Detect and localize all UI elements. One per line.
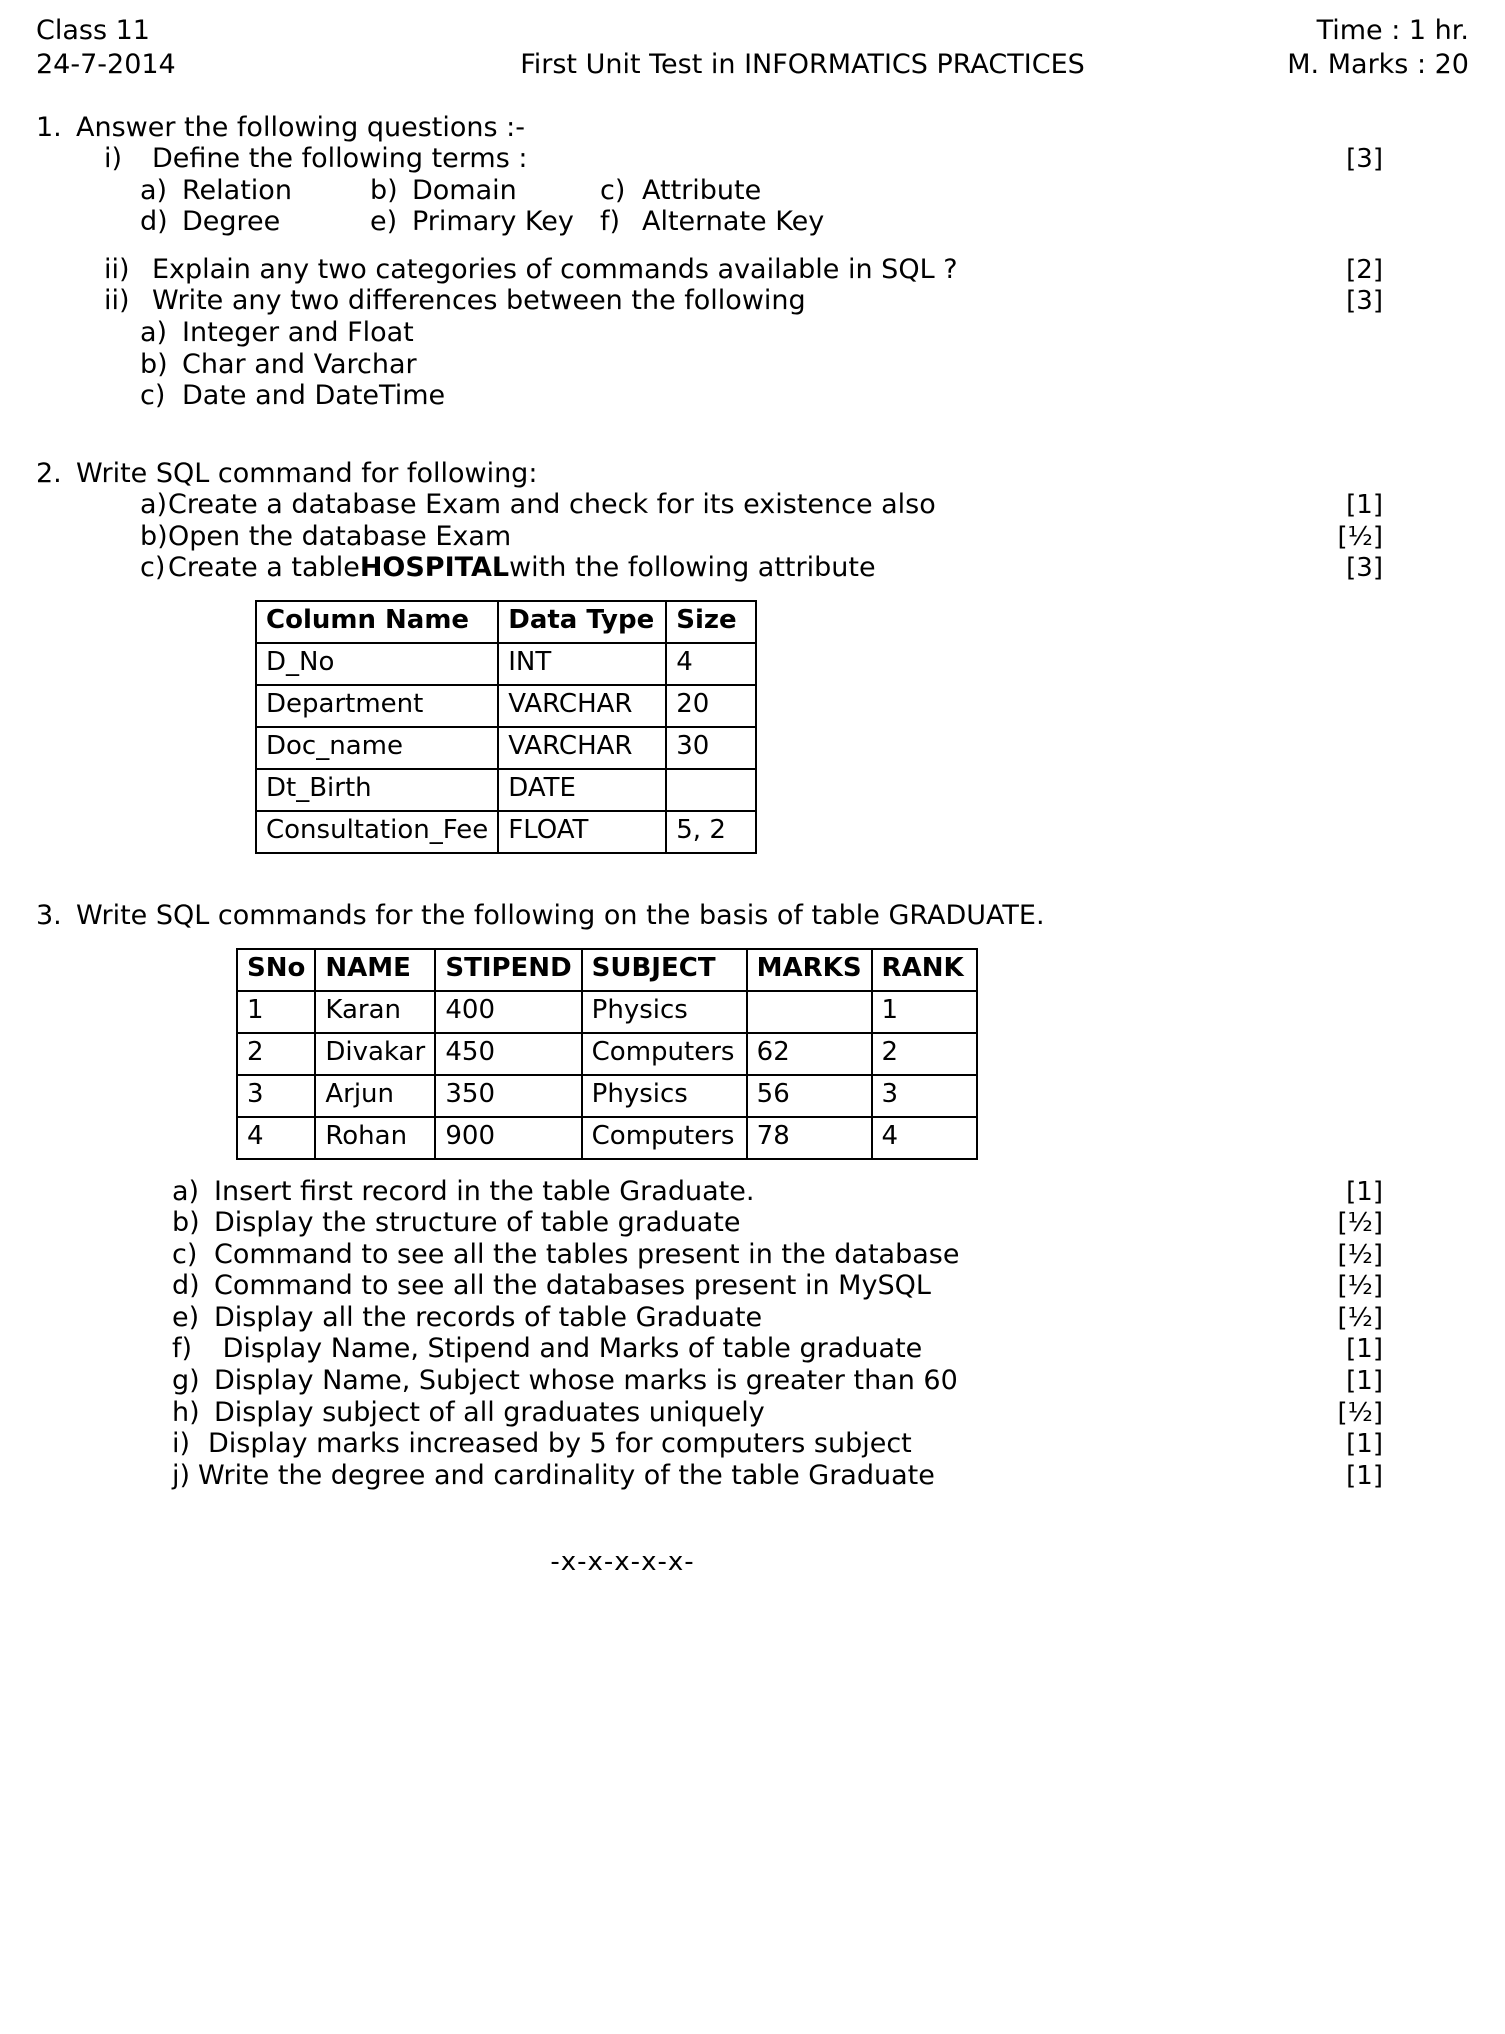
term-a-text: Relation	[182, 174, 292, 206]
table-row	[237, 991, 977, 1033]
q3-item-e-text: Display all the records of table Graduate	[214, 1301, 763, 1333]
term-f	[600, 206, 830, 238]
term-e-text: Primary Key	[412, 206, 574, 238]
hospital-cell-type: VARCHAR	[498, 727, 666, 769]
q3-item-e-letter: e)	[172, 1301, 200, 1333]
class-label: Class 11	[36, 15, 150, 46]
hospital-cell-size: 30	[666, 727, 756, 769]
hospital-cell-size: 4	[666, 643, 756, 685]
table-row	[256, 811, 756, 853]
q3-item-a-letter: a)	[172, 1175, 200, 1207]
q2-item-b-letter: b)	[140, 520, 168, 552]
hospital-cell-name: Doc_name	[256, 727, 498, 769]
question-1-stem-line	[36, 112, 1469, 144]
term-a	[140, 175, 370, 207]
q3-item-i	[36, 1428, 1469, 1460]
q3-item-h	[36, 1397, 1469, 1429]
graduate-cell-name: Arjun	[315, 1075, 435, 1117]
q3-item-a-marks: [1]	[1346, 1176, 1383, 1207]
graduate-cell-rank: 4	[872, 1117, 977, 1159]
hospital-col-header-size: Size	[666, 601, 756, 643]
graduate-cell-subject: Computers	[582, 1033, 747, 1075]
part-iii-item-a-text: Integer and Float	[182, 316, 414, 348]
q3-item-e-marks: [½]	[1337, 1302, 1383, 1333]
part-i-label: i)	[104, 143, 123, 175]
q3-item-f-marks: [1]	[1346, 1334, 1383, 1365]
term-f-text: Alternate Key	[642, 206, 825, 238]
terms-row-1	[36, 175, 1469, 207]
question-1-part-iii-line	[36, 285, 1469, 317]
q3-item-f	[36, 1333, 1469, 1365]
question-3-stem-line	[36, 900, 1469, 932]
question-1	[36, 112, 1469, 412]
question-1-number: 1.	[36, 111, 62, 143]
time-label: Time : 1 hr.	[1316, 15, 1469, 46]
hospital-table-header-row	[256, 601, 756, 643]
question-2-stem-line	[36, 458, 1469, 490]
question-2-item-c	[36, 552, 1469, 584]
table-row	[256, 685, 756, 727]
graduate-cell-rank: 2	[872, 1033, 977, 1075]
term-b-letter: b)	[370, 174, 398, 206]
q3-item-a-text: Insert first record in the table Graduate.	[214, 1175, 755, 1207]
term-f-letter: f)	[600, 206, 621, 238]
hospital-cell-type: VARCHAR	[498, 685, 666, 727]
q2-item-c-text-after: with the following attribute	[509, 552, 876, 584]
term-d	[140, 206, 370, 238]
question-3-items-list	[36, 1176, 1469, 1492]
graduate-cell-marks: 78	[747, 1117, 872, 1159]
graduate-cell-stipend: 350	[435, 1075, 581, 1117]
q3-item-g-text: Display Name, Subject whose marks is greater than 60	[214, 1365, 958, 1397]
q2-item-c-table-name: HOSPITAL	[359, 552, 510, 584]
hospital-cell-size: 5, 2	[666, 811, 756, 853]
graduate-cell-subject: Physics	[582, 1075, 747, 1117]
part-iii-item-b	[36, 349, 1469, 381]
graduate-cell-rank: 1	[872, 991, 977, 1033]
graduate-col-header-subject: SUBJECT	[582, 949, 747, 991]
q3-item-g-marks: [1]	[1346, 1366, 1383, 1397]
graduate-cell-stipend: 400	[435, 991, 581, 1033]
hospital-col-header-column-name: Column Name	[256, 601, 498, 643]
q3-item-g	[36, 1365, 1469, 1397]
graduate-cell-subject: Computers	[582, 1117, 747, 1159]
part-iii-marks: [3]	[1346, 286, 1383, 317]
part-iii-item-a-letter: a)	[140, 316, 168, 348]
q3-item-i-letter: i)	[172, 1428, 191, 1460]
q3-item-j-marks: [1]	[1346, 1460, 1383, 1491]
q3-item-d-letter: d)	[172, 1270, 200, 1302]
graduate-col-header-sno: SNo	[237, 949, 315, 991]
hospital-cell-name: D_No	[256, 643, 498, 685]
table-row	[256, 769, 756, 811]
hospital-cell-name: Department	[256, 685, 498, 727]
question-1-part-i-line	[36, 143, 1469, 175]
part-iii-item-b-letter: b)	[140, 348, 168, 380]
graduate-cell-name: Rohan	[315, 1117, 435, 1159]
terms-row-2	[36, 206, 1469, 238]
q3-item-i-text: Display marks increased by 5 for computers subject	[208, 1428, 912, 1460]
q3-item-d-marks: [½]	[1337, 1271, 1383, 1302]
graduate-cell-sno: 2	[237, 1033, 315, 1075]
graduate-table-header-row	[237, 949, 977, 991]
header-row-top	[36, 14, 1469, 48]
table-row	[237, 1033, 977, 1075]
graduate-cell-name: Divakar	[315, 1033, 435, 1075]
q3-item-g-letter: g)	[172, 1365, 200, 1397]
graduate-cell-stipend: 900	[435, 1117, 581, 1159]
question-2-number: 2.	[36, 457, 62, 489]
q3-item-h-text: Display subject of all graduates uniquely	[214, 1396, 765, 1428]
question-1-stem: Answer the following questions :-	[76, 111, 526, 143]
hospital-cell-name: Consultation_Fee	[256, 811, 498, 853]
end-of-paper-mark: -x-x-x-x-x-	[550, 1547, 695, 1578]
q3-item-c-letter: c)	[172, 1238, 198, 1270]
hospital-col-header-data-type: Data Type	[498, 601, 666, 643]
part-ii-label: ii)	[104, 253, 130, 285]
part-iii-text: Write any two differences between the following	[152, 285, 806, 317]
q3-item-d-text: Command to see all the databases present in MySQL	[214, 1270, 931, 1302]
question-3-stem: Write SQL commands for the following on the basis of table GRADUATE.	[76, 900, 1045, 932]
part-ii-text: Explain any two categories of commands available in SQL ?	[152, 253, 958, 285]
table-row	[256, 643, 756, 685]
graduate-cell-sno: 1	[237, 991, 315, 1033]
hospital-cell-size	[666, 769, 756, 811]
q3-item-b	[36, 1207, 1469, 1239]
q3-item-c-marks: [½]	[1337, 1239, 1383, 1270]
part-iii-item-c-text: Date and DateTime	[182, 380, 446, 412]
exam-date: 24-7-2014	[36, 48, 176, 80]
graduate-cell-marks: 56	[747, 1075, 872, 1117]
q2-item-b-marks: [½]	[1337, 521, 1383, 552]
q2-item-a-text: Create a database Exam and check for its existence also	[168, 489, 936, 521]
part-iii-item-c-letter: c)	[140, 380, 166, 412]
q2-item-b-text: Open the database Exam	[168, 520, 512, 552]
hospital-cell-type: DATE	[498, 769, 666, 811]
graduate-cell-sno: 3	[237, 1075, 315, 1117]
q3-item-f-letter: f)	[172, 1333, 193, 1365]
part-ii-marks: [2]	[1346, 254, 1383, 285]
q3-item-j	[36, 1460, 1469, 1492]
question-3	[36, 900, 1469, 1491]
graduate-cell-sno: 4	[237, 1117, 315, 1159]
question-2-stem: Write SQL command for following:	[76, 457, 538, 489]
q3-item-h-marks: [½]	[1337, 1397, 1383, 1428]
graduate-table-wrapper	[36, 948, 1469, 1160]
graduate-cell-subject: Physics	[582, 991, 747, 1033]
table-row	[237, 1117, 977, 1159]
q3-item-h-letter: h)	[172, 1396, 200, 1428]
graduate-col-header-stipend: STIPEND	[435, 949, 581, 991]
q2-item-a-letter: a)	[140, 489, 168, 521]
q2-item-a-marks: [1]	[1346, 490, 1383, 521]
table-row	[237, 1075, 977, 1117]
hospital-cell-size: 20	[666, 685, 756, 727]
term-e-letter: e)	[370, 206, 398, 238]
q2-item-c-text-before: Create a table	[168, 552, 360, 584]
part-iii-label: ii)	[104, 285, 130, 317]
term-e	[370, 206, 600, 238]
hospital-cell-type: INT	[498, 643, 666, 685]
term-b-text: Domain	[412, 174, 517, 206]
part-iii-item-b-text: Char and Varchar	[182, 348, 417, 380]
graduate-col-header-rank: RANK	[872, 949, 977, 991]
graduate-cell-marks: 62	[747, 1033, 872, 1075]
q3-item-a	[36, 1176, 1469, 1208]
q3-item-b-text: Display the structure of table graduate	[214, 1207, 741, 1239]
term-c-text: Attribute	[642, 174, 762, 206]
q3-item-c	[36, 1239, 1469, 1271]
table-row	[256, 727, 756, 769]
graduate-data-table	[236, 948, 978, 1160]
q3-item-j-text: Write the degree and cardinality of the table Graduate	[198, 1459, 935, 1491]
graduate-col-header-name: NAME	[315, 949, 435, 991]
question-3-number: 3.	[36, 900, 62, 932]
hospital-cell-type: FLOAT	[498, 811, 666, 853]
term-d-letter: d)	[140, 206, 168, 238]
term-d-text: Degree	[182, 206, 281, 238]
header-row-bottom	[36, 48, 1469, 82]
graduate-cell-rank: 3	[872, 1075, 977, 1117]
q3-item-i-marks: [1]	[1346, 1429, 1383, 1460]
part-i-text: Define the following terms :	[152, 143, 528, 175]
q3-item-f-text: Display Name, Stipend and Marks of table graduate	[214, 1333, 923, 1365]
q3-item-b-marks: [½]	[1337, 1208, 1383, 1239]
question-1-part-ii-line	[36, 254, 1469, 286]
question-2-item-b	[36, 521, 1469, 553]
graduate-cell-marks	[747, 991, 872, 1033]
graduate-col-header-marks: MARKS	[747, 949, 872, 991]
graduate-cell-name: Karan	[315, 991, 435, 1033]
term-b	[370, 175, 600, 207]
graduate-cell-stipend: 450	[435, 1033, 581, 1075]
max-marks-label: M. Marks : 20	[1287, 48, 1469, 80]
q3-item-c-text: Command to see all the tables present in the database	[214, 1238, 960, 1270]
part-iii-item-a	[36, 317, 1469, 349]
q3-item-d	[36, 1270, 1469, 1302]
page-header	[36, 14, 1469, 82]
q3-item-b-letter: b)	[172, 1207, 200, 1239]
hospital-table-wrapper	[36, 600, 1469, 854]
q2-item-c-letter: c)	[140, 552, 166, 584]
part-i-marks: [3]	[1346, 144, 1383, 175]
q2-item-c-marks: [3]	[1346, 553, 1383, 584]
term-c-letter: c)	[600, 174, 626, 206]
part-iii-item-c	[36, 380, 1469, 412]
q3-item-j-letter: j)	[172, 1459, 191, 1491]
page-title: First Unit Test in INFORMATICS PRACTICES	[520, 48, 1085, 80]
hospital-cell-name: Dt_Birth	[256, 769, 498, 811]
hospital-schema-table	[255, 600, 757, 854]
term-a-letter: a)	[140, 174, 168, 206]
q3-item-e	[36, 1302, 1469, 1334]
term-c	[600, 175, 830, 207]
question-2-item-a	[36, 489, 1469, 521]
question-2	[36, 458, 1469, 854]
